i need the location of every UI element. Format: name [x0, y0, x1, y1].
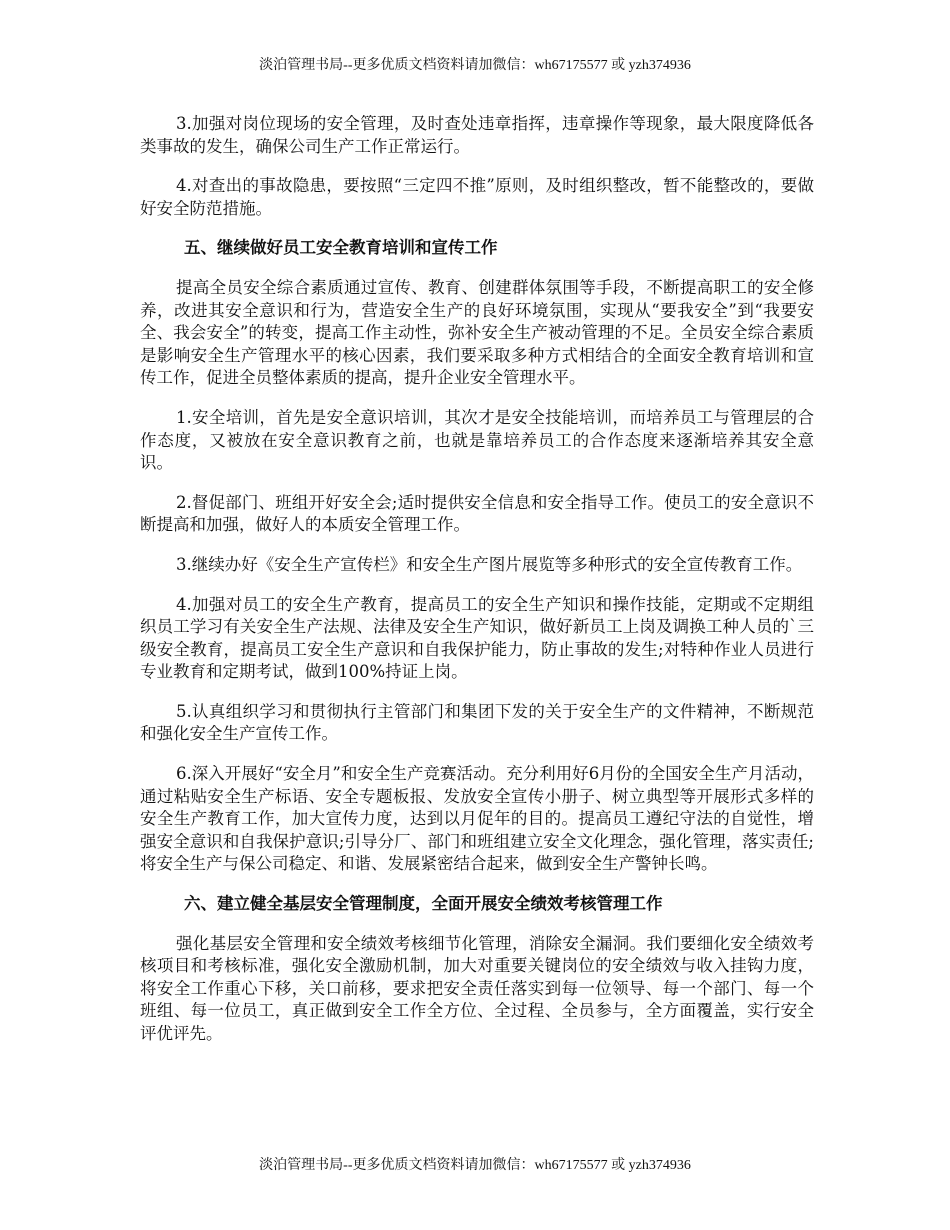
paragraph-item-4: 4.对查出的事故隐患，要按照“三定四不推”原则，及时组织整改，暂不能整改的，要做好安全防范措施。	[140, 176, 814, 218]
section-6-intro: 强化基层安全管理和安全绩效考核细节化管理，消除安全漏洞。我们要细化安全绩效考核项目和考核标准，强化安全激励机制，加大对重要关键岗位的安全绩效与收入挂钩力度，将安全工作重心下移，关口前移，要求把安全责任落实到每一位领导、每一个部门、每一个班组、每一位员工，真正做到安全工作全方位、全过程、全员参与，全方面覆盖，实行安全评优评先。	[140, 933, 814, 1043]
section-5-item-5: 5.认真组织学习和贯彻执行主管部门和集团下发的关于安全生产的文件精神，不断规范和强化安全生产宣传工作。	[140, 701, 814, 744]
section-5-item-1: 1.安全培训，首先是安全意识培训，其次才是安全技能培训，而培养员工与管理层的合作态度，又被放在安全意识教育之前，也就是靠培养员工的合作态度来逐渐培养其安全意识。	[140, 407, 814, 473]
paragraph-item-3: 3.加强对岗位现场的安全管理，及时查处违章指挥，违章操作等现象，最大限度降低各类事故的发生，确保公司生产工作正常运行。	[140, 114, 814, 156]
section-5-item-2: 2.督促部门、班组开好安全会;适时提供安全信息和安全指导工作。使员工的安全意识不断提高和加强，做好人的本质安全管理工作。	[140, 492, 814, 535]
section-5-item-6: 6.深入开展好“安全月”和安全生产竞赛活动。充分利用好6月份的全国安全生产月活动，通过粘贴安全生产标语、安全专题板报、发放安全宣传小册子、树立典型等开展形式多样的安全生产教育工作，加大宣传力度，达到以月促年的目的。提高员工遵纪守法的自觉性，增强安全意识和自我保护意识;引导分厂、部门和班组建立安全文化理念，强化管理，落实责任;将安全生产与保公司稳定、和谐、发展紧密结合起来，做到安全生产警钟长鸣。	[140, 764, 814, 874]
section-5-intro: 提高全员安全综合素质通过宣传、教育、创建群体氛围等手段，不断提高职工的安全修养，改进其安全意识和行为，营造安全生产的良好环境氛围，实现从“要我安全”到“我要安全、我会安全”的转变，提高工作主动性，弥补安全生产被动管理的不足。全员安全综合素质是影响安全生产管理水平的核心因素，我们要采取多种方式相结合的全面安全教育培训和宣传工作，促进全员整体素质的提高，提升企业安全管理水平。	[140, 277, 814, 388]
section-heading-5: 五、继续做好员工安全教育培训和宣传工作	[184, 238, 498, 258]
page-header: 淡泊管理书局--更多优质文档资料请加微信：wh67175577 或 yzh374936	[259, 58, 691, 73]
section-5-item-4: 4.加强对员工的安全生产教育，提高员工的安全生产知识和操作技能，定期或不定期组织员工学习有关安全生产法规、法律及安全生产知识，做好新员工上岗及调换工种人员的`三级安全教育，提高员工安全生产意识和自我保护能力，防止事故的发生;对特种作业人员进行专业教育和定期考试，做到100%持证上岗。	[140, 594, 814, 682]
section-5-item-3: 3.继续办好《安全生产宣传栏》和安全生产图片展览等多种形式的安全宣传教育工作。	[176, 554, 803, 574]
section-heading-6: 六、建立健全基层安全管理制度，全面开展安全绩效考核管理工作	[184, 894, 663, 914]
page-footer: 淡泊管理书局--更多优质文档资料请加微信：wh67175577 或 yzh374936	[259, 1158, 691, 1173]
document-body	[140, 113, 814, 1063]
